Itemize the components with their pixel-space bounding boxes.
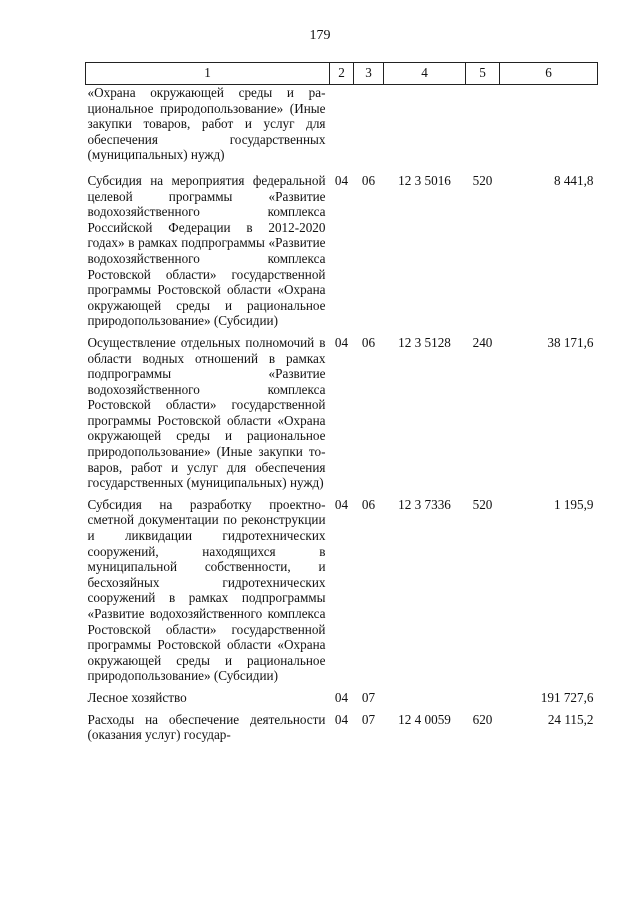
row-sum: 191 727,6 — [540, 689, 594, 705]
header-col-4: 4 — [384, 63, 466, 85]
row-name: Осуществление отдельных полномочий в области водных отношений в рамках подпрограммы «Развитие водохозяйственного комплекса Ростовской области» государственной программы Ростовской области «Охрана окружающей среды и рациональное природопользование» (Иные закупки товаров, работ и услуг для обеспечения государственных (муниципальных) нужд) — [87, 334, 326, 491]
row-section: 04 — [334, 172, 349, 188]
row-name: Субсидия на мероприятия федеральной целевой программы «Развитие водохозяйственного комплекса Российской Федерации в 2012-2020 годах» в рамках подпрограммы «Развитие водохозяйственного комплекса Ростовской области» государственной программы Ростовской области «Охрана окружающей среды и рациональное природопользование» (Субсидии) — [87, 172, 326, 329]
table-row — [86, 335, 598, 497]
table-row — [86, 169, 598, 335]
row-sum: 1 195,9 — [553, 496, 594, 512]
row-name: Лесное хозяйство — [87, 689, 187, 705]
row-sum — [500, 85, 598, 169]
table-header-row — [86, 63, 598, 85]
row-subsection: 06 — [361, 334, 376, 350]
row-subsection: 06 — [361, 172, 376, 188]
row-expense-type: 240 — [472, 334, 493, 350]
row-name: Субсидия на разработку проектно-сметной документации по реконструкции и ликвидации гидротехнических сооружений, находящихся в муниципальной собственности, и бесхозяйных гидротехнических сооружений в рамках подпрограммы «Развитие водохозяйственного комплекса Ростовской области» государственной программы Ростовской области «Охрана окружающей среды и рациональное природопользование» (Субсидии) — [87, 496, 326, 684]
header-col-1: 1 — [86, 63, 330, 85]
row-subsection — [354, 85, 384, 169]
row-target-code: 12 3 7336 — [398, 496, 451, 512]
header-col-3: 3 — [354, 63, 384, 85]
budget-table — [85, 62, 598, 749]
row-target-code: 12 3 5128 — [398, 334, 451, 350]
row-expense-type: 620 — [472, 711, 493, 727]
row-sum: 38 171,6 — [547, 334, 594, 350]
table-row — [86, 690, 598, 712]
row-section: 04 — [334, 334, 349, 350]
row-section: 04 — [334, 496, 349, 512]
table-row — [86, 712, 598, 749]
row-expense-type — [466, 690, 500, 712]
row-sum: 8 441,8 — [553, 172, 594, 188]
row-name: Расходы на обеспечение деятельности (оказания услуг) государ- — [87, 711, 326, 743]
row-section — [330, 85, 354, 169]
row-subsection: 07 — [361, 711, 376, 727]
header-col-5: 5 — [466, 63, 500, 85]
row-target-code — [384, 85, 466, 169]
row-target-code: 12 3 5016 — [398, 172, 451, 188]
row-section: 04 — [334, 689, 349, 705]
row-subsection: 06 — [361, 496, 376, 512]
row-target-code: 12 4 0059 — [398, 711, 451, 727]
table-row — [86, 85, 598, 169]
row-target-code — [384, 690, 466, 712]
row-expense-type — [466, 85, 500, 169]
row-expense-type: 520 — [472, 172, 493, 188]
row-subsection: 07 — [361, 689, 376, 705]
row-sum: 24 115,2 — [547, 711, 594, 727]
header-col-6: 6 — [500, 63, 598, 85]
row-name: «Охрана окружающей среды и рациональное природопользование» (Иные закупки товаров, работ и услуг для обеспечения государственных (муниципальных) нужд) — [87, 85, 326, 163]
page-number: 179 — [309, 28, 331, 43]
row-section: 04 — [334, 711, 349, 727]
table-row — [86, 497, 598, 690]
header-col-2: 2 — [330, 63, 354, 85]
row-expense-type: 520 — [472, 496, 493, 512]
